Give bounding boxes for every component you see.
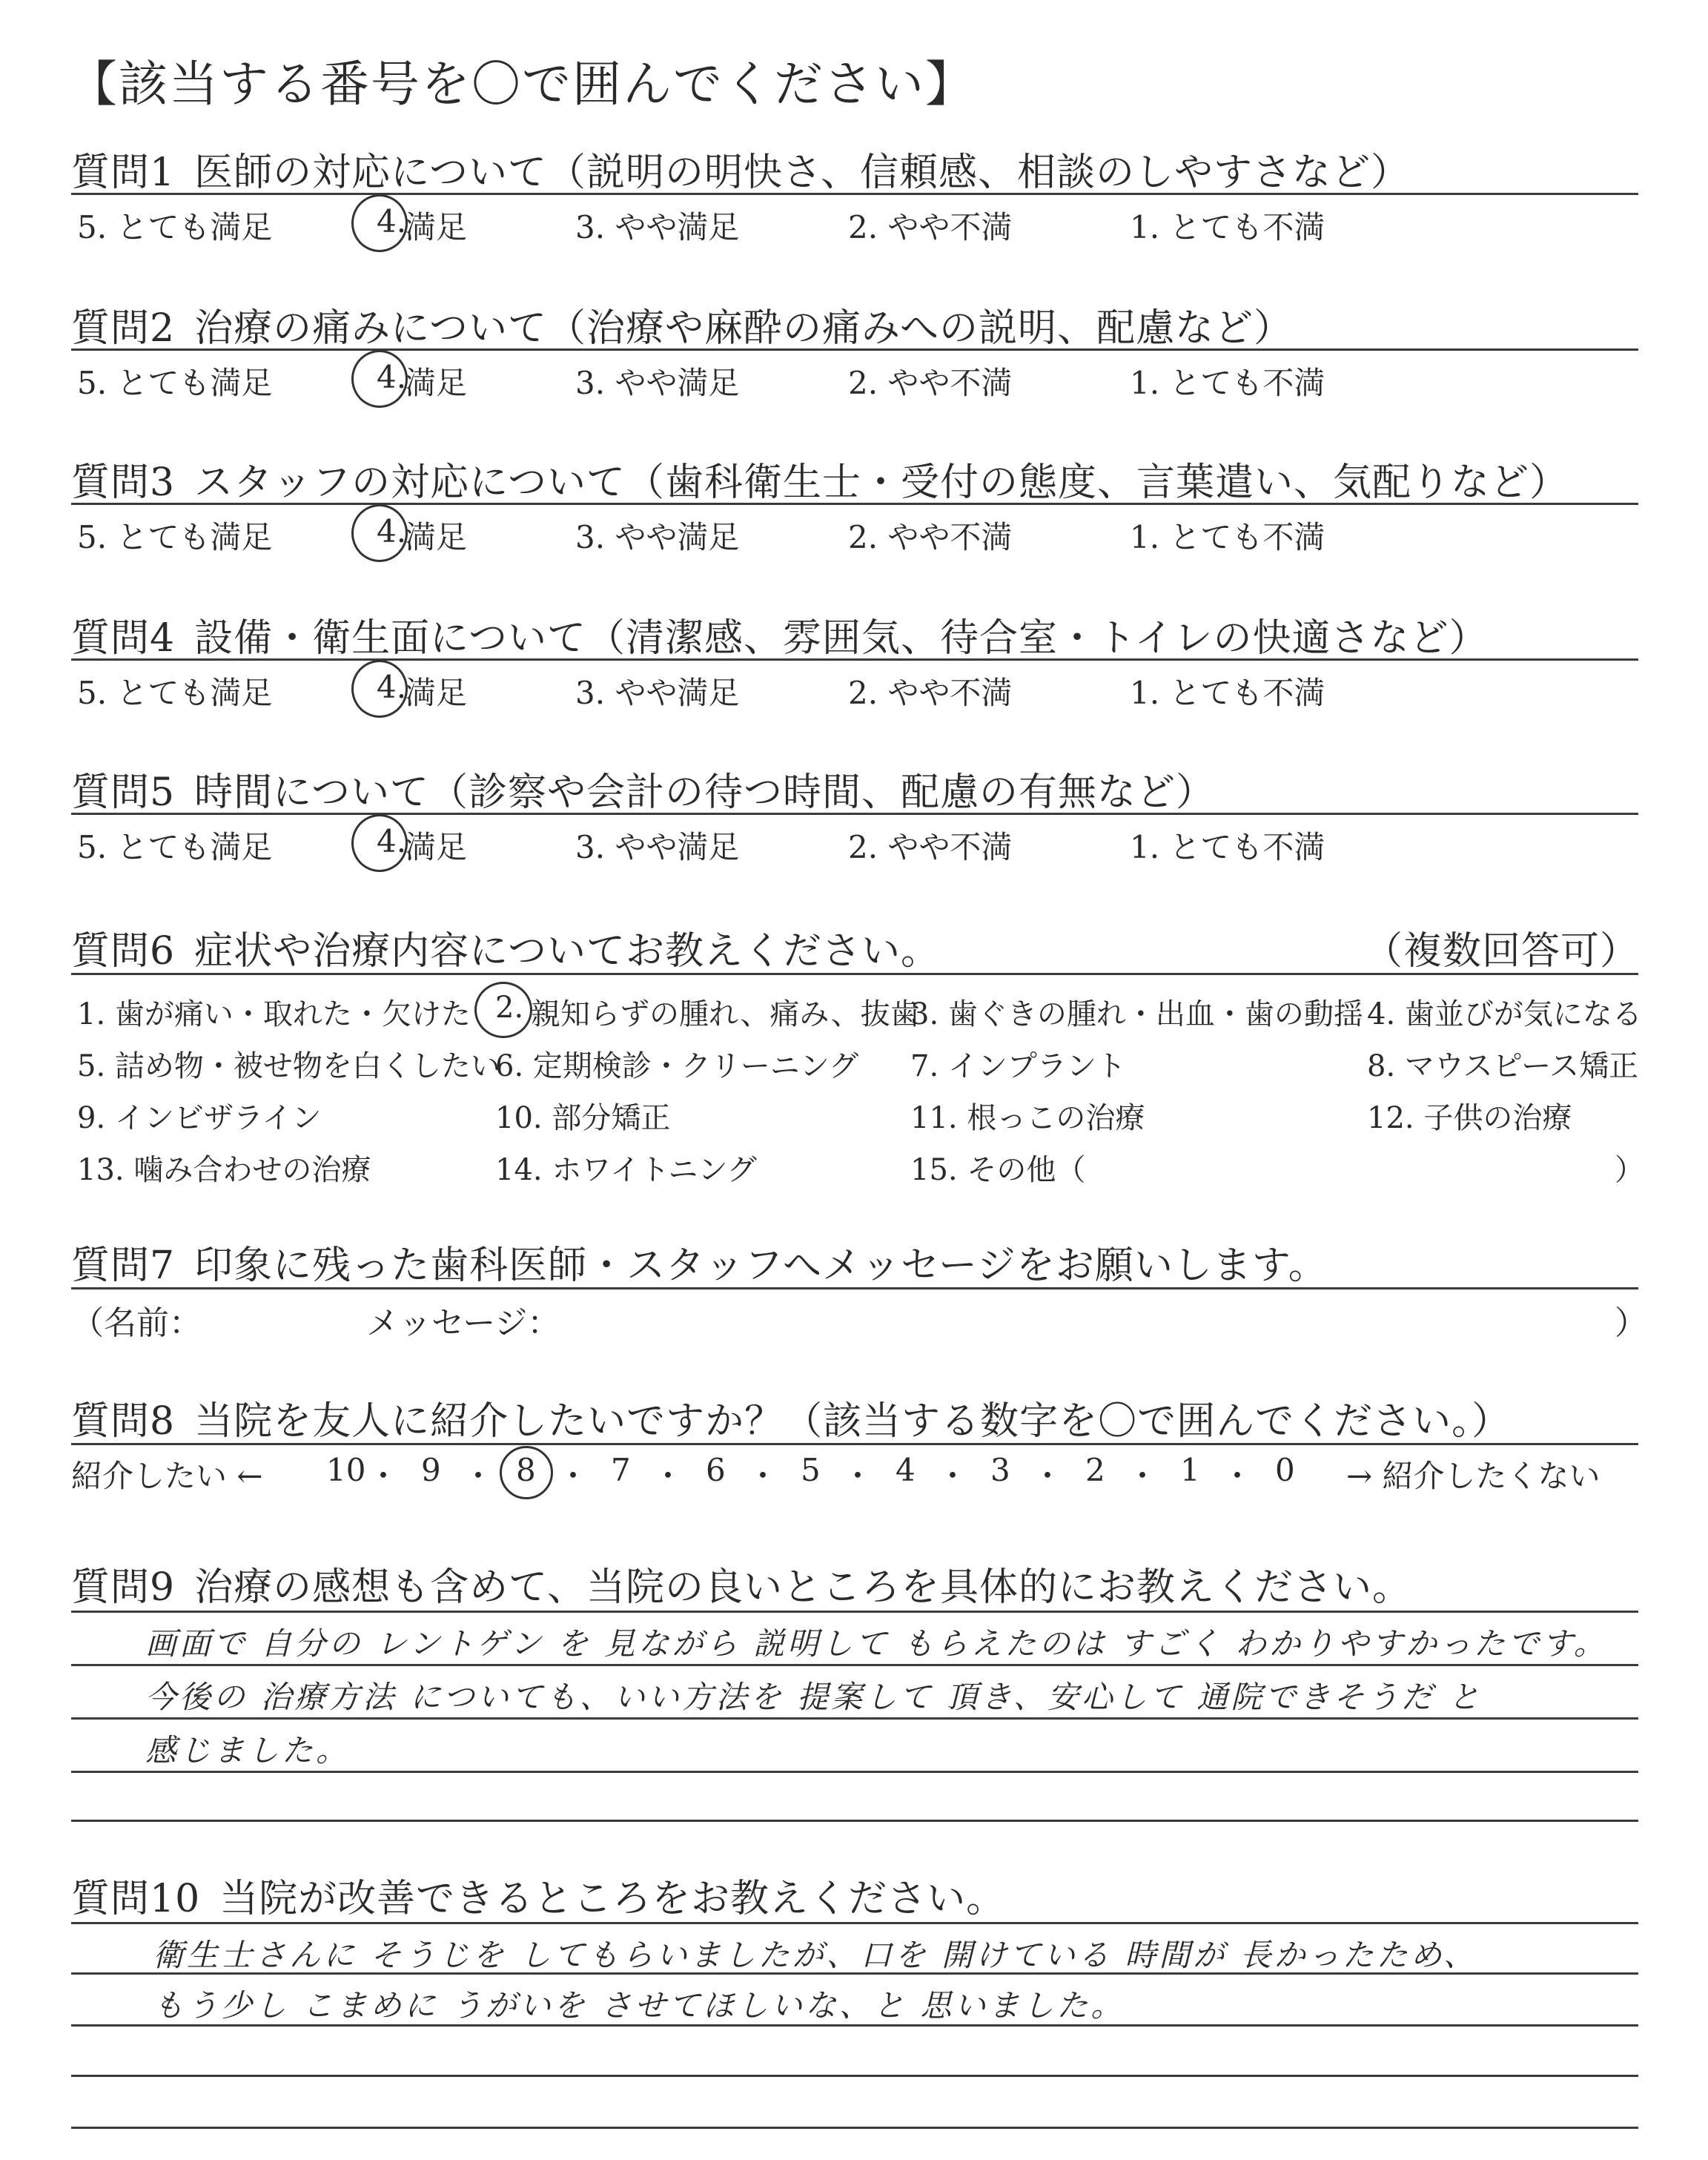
q1-heading bbox=[71, 141, 1410, 196]
selection-circle bbox=[500, 1446, 553, 1499]
q8-scale-separator: ・ bbox=[368, 1458, 400, 1494]
q9-rule-2 bbox=[71, 1664, 1638, 1666]
q8-right-label: → 紹介したくない bbox=[1346, 1458, 1601, 1494]
q3-option-very-satisfied[interactable]: 5. とても満足 bbox=[77, 519, 273, 555]
page-title: 【該当する番号を〇で囲んでください】 bbox=[68, 56, 976, 113]
q8-rule bbox=[71, 1443, 1638, 1445]
q5-option-satisfied-number[interactable]: 4. bbox=[377, 823, 407, 859]
q8-scale-value[interactable]: 8 bbox=[516, 1452, 536, 1488]
selection-circle bbox=[474, 982, 532, 1038]
q1-rule bbox=[71, 193, 1638, 195]
q10-heading bbox=[71, 1867, 1005, 1923]
q6-option-14[interactable]: 14. ホワイトニング bbox=[495, 1153, 757, 1187]
q7-number: 質問7 bbox=[71, 1244, 176, 1288]
q3-option-satisfied-number[interactable]: 4. bbox=[377, 513, 407, 549]
q7-close-paren: ） bbox=[1615, 1304, 1647, 1342]
q8-scale-separator: ・ bbox=[842, 1458, 874, 1494]
q2-option-somewhat-satisfied[interactable]: 3. やや満足 bbox=[575, 365, 740, 401]
q5-text: 時間について（診察や会計の待つ時間、配慮の有無など） bbox=[194, 770, 1216, 815]
q8-text: 当院を友人に紹介したいですか？（該当する数字を〇で囲んでください。） bbox=[194, 1399, 1512, 1444]
q8-heading bbox=[71, 1390, 1511, 1445]
q6-option-10[interactable]: 10. 部分矯正 bbox=[495, 1101, 671, 1135]
q8-scale-value[interactable]: 3 bbox=[990, 1452, 1010, 1488]
q6-option-15-close: ） bbox=[1615, 1153, 1644, 1187]
q2-rule bbox=[71, 349, 1638, 351]
q6-option-13[interactable]: 13. 噛み合わせの治療 bbox=[77, 1153, 371, 1187]
q6-number: 質問6 bbox=[71, 929, 176, 974]
q6-option-2-label: 親知らずの腫れ、痛み、抜歯 bbox=[531, 997, 920, 1031]
q3-option-very-dissatisfied[interactable]: 1. とても不満 bbox=[1130, 519, 1325, 555]
q10-number: 質問10 bbox=[71, 1877, 201, 1921]
q10-rule-5 bbox=[71, 2127, 1638, 2129]
q9-answer-line-1: 画面で 自分の レントゲン を 見ながら 説明して もらえたのは すごく わかりやすかったです。 bbox=[145, 1625, 1608, 1662]
q8-scale-value[interactable]: 7 bbox=[611, 1452, 631, 1488]
q5-option-somewhat-satisfied[interactable]: 3. やや満足 bbox=[575, 829, 740, 865]
q8-scale-separator: ・ bbox=[937, 1458, 969, 1494]
q9-rule-5 bbox=[71, 1820, 1638, 1822]
selection-circle bbox=[351, 504, 408, 562]
q4-heading bbox=[71, 607, 1488, 662]
q10-answer-line-1: 衛生士さんに そうじを してもらいましたが、口を 開けている 時間が 長かったため、 bbox=[153, 1937, 1478, 1973]
q8-scale-value[interactable]: 9 bbox=[421, 1452, 441, 1488]
q6-option-2-number[interactable]: 2. bbox=[495, 991, 524, 1025]
q6-option-8[interactable]: 8. マウスピース矯正 bbox=[1367, 1049, 1639, 1083]
q8-scale-value[interactable]: 6 bbox=[706, 1452, 726, 1488]
q2-heading bbox=[71, 297, 1293, 352]
q6-option-6[interactable]: 6. 定期検診・クリーニング bbox=[495, 1049, 859, 1083]
q3-option-somewhat-dissatisfied[interactable]: 2. やや不満 bbox=[848, 519, 1013, 555]
q7-rule bbox=[71, 1287, 1638, 1289]
selection-circle bbox=[351, 350, 408, 408]
q10-text: 当院が改善できるところをお教えください。 bbox=[219, 1877, 1006, 1921]
q2-option-satisfied-number[interactable]: 4. bbox=[377, 359, 407, 395]
q8-scale-value[interactable]: 10 bbox=[326, 1452, 366, 1488]
q8-scale-separator: ・ bbox=[652, 1458, 684, 1494]
q9-heading bbox=[71, 1556, 1411, 1611]
q6-option-7[interactable]: 7. インプラント bbox=[910, 1049, 1126, 1083]
q2-option-very-dissatisfied[interactable]: 1. とても不満 bbox=[1130, 365, 1325, 401]
q8-scale-separator: ・ bbox=[1032, 1458, 1064, 1494]
q1-option-satisfied-label: 満足 bbox=[405, 209, 468, 245]
q8-number: 質問8 bbox=[71, 1399, 176, 1444]
q2-number: 質問2 bbox=[71, 306, 176, 351]
q3-option-satisfied-label: 満足 bbox=[405, 519, 468, 555]
q10-rule-4 bbox=[71, 2075, 1638, 2077]
q7-name-label: （名前： bbox=[71, 1304, 202, 1342]
q8-scale-value[interactable]: 2 bbox=[1085, 1452, 1105, 1488]
q5-option-very-satisfied[interactable]: 5. とても満足 bbox=[77, 829, 273, 865]
q8-scale-value[interactable]: 4 bbox=[896, 1452, 916, 1488]
q3-heading bbox=[71, 451, 1569, 506]
q9-rule-4 bbox=[71, 1771, 1638, 1773]
q7-message-label: メッセージ： bbox=[366, 1304, 560, 1342]
q2-option-satisfied-label: 満足 bbox=[405, 365, 468, 401]
q8-scale-separator: ・ bbox=[1222, 1458, 1254, 1494]
q6-option-3[interactable]: 3. 歯ぐきの腫れ・出血・歯の動揺 bbox=[910, 997, 1363, 1031]
q6-option-11[interactable]: 11. 根っこの治療 bbox=[910, 1101, 1145, 1135]
q2-option-somewhat-dissatisfied[interactable]: 2. やや不満 bbox=[848, 365, 1013, 401]
q7-heading bbox=[71, 1234, 1328, 1289]
q6-option-5[interactable]: 5. 詰め物・被せ物を白くしたい bbox=[77, 1049, 500, 1083]
q8-scale-value[interactable]: 5 bbox=[801, 1452, 821, 1488]
q8-scale-separator: ・ bbox=[463, 1458, 494, 1494]
q9-answer-line-3: 感じました。 bbox=[145, 1732, 351, 1768]
q4-option-very-dissatisfied[interactable]: 1. とても不満 bbox=[1130, 675, 1325, 711]
q9-text: 治療の感想も含めて、当院の良いところを具体的にお教えください。 bbox=[194, 1565, 1412, 1610]
q4-option-satisfied-number[interactable]: 4. bbox=[377, 669, 407, 705]
q6-option-1[interactable]: 1. 歯が痛い・取れた・欠けた bbox=[77, 997, 471, 1031]
q5-heading bbox=[71, 761, 1215, 816]
q3-rule bbox=[71, 503, 1638, 505]
q7-text: 印象に残った歯科医師・スタッフへメッセージをお願いします。 bbox=[194, 1244, 1328, 1288]
q10-answer-line-2: もう少し こまめに うがいを させてほしいな、と 思いました。 bbox=[153, 1987, 1125, 2024]
q6-rule bbox=[71, 973, 1638, 975]
q3-number: 質問3 bbox=[71, 460, 176, 505]
q1-text: 医師の対応について（説明の明快さ、信頼感、相談のしやすさなど） bbox=[194, 151, 1410, 195]
q4-number: 質問4 bbox=[71, 616, 176, 661]
q5-option-very-dissatisfied[interactable]: 1. とても不満 bbox=[1130, 829, 1325, 865]
q4-option-somewhat-dissatisfied[interactable]: 2. やや不満 bbox=[848, 675, 1013, 711]
q6-text: 症状や治療内容についてお教えください。 bbox=[194, 929, 941, 974]
q6-heading bbox=[71, 919, 940, 975]
q1-option-somewhat-satisfied[interactable]: 3. やや満足 bbox=[575, 209, 740, 245]
selection-circle bbox=[351, 194, 408, 252]
q8-scale-value[interactable]: 0 bbox=[1275, 1452, 1295, 1488]
q5-option-somewhat-dissatisfied[interactable]: 2. やや不満 bbox=[848, 829, 1013, 865]
selection-circle bbox=[351, 660, 408, 718]
q4-text: 設備・衛生面について（清潔感、雰囲気、待合室・トイレの快適さなど） bbox=[194, 616, 1489, 661]
q6-note: （複数回答可） bbox=[1364, 929, 1640, 974]
q9-number: 質問9 bbox=[71, 1565, 176, 1610]
q10-rule-1 bbox=[71, 1922, 1638, 1924]
q5-rule bbox=[71, 813, 1638, 815]
q6-option-4[interactable]: 4. 歯並びが気になる bbox=[1367, 997, 1642, 1031]
q9-rule-3 bbox=[71, 1717, 1638, 1720]
q5-number: 質問5 bbox=[71, 770, 176, 815]
q8-scale-separator: ・ bbox=[557, 1458, 589, 1494]
q2-text: 治療の痛みについて（治療や麻酔の痛みへの説明、配慮など） bbox=[194, 306, 1294, 351]
q9-rule-1 bbox=[71, 1611, 1638, 1613]
q1-number: 質問1 bbox=[71, 151, 176, 195]
q1-option-somewhat-dissatisfied[interactable]: 2. やや不満 bbox=[848, 209, 1013, 245]
q5-option-satisfied-label: 満足 bbox=[405, 829, 468, 865]
q6-option-9[interactable]: 9. インビザライン bbox=[77, 1101, 322, 1135]
q6-option-15[interactable]: 15. その他（ bbox=[910, 1153, 1086, 1187]
q4-option-somewhat-satisfied[interactable]: 3. やや満足 bbox=[575, 675, 740, 711]
q3-text: スタッフの対応について（歯科衛生士・受付の態度、言葉遣い、気配りなど） bbox=[194, 460, 1569, 505]
q4-option-very-satisfied[interactable]: 5. とても満足 bbox=[77, 675, 273, 711]
q3-option-somewhat-satisfied[interactable]: 3. やや満足 bbox=[575, 519, 740, 555]
q2-option-very-satisfied[interactable]: 5. とても満足 bbox=[77, 365, 273, 401]
q8-scale-separator: ・ bbox=[747, 1458, 779, 1494]
q4-rule bbox=[71, 658, 1638, 661]
q1-option-very-satisfied[interactable]: 5. とても満足 bbox=[77, 209, 273, 245]
q9-answer-line-2: 今後の 治療方法 についても、いい方法を 提案して 頂き、安心して 通院できそうだ と bbox=[145, 1679, 1483, 1715]
q8-scale-value[interactable]: 1 bbox=[1180, 1452, 1200, 1488]
q6-option-12[interactable]: 12. 子供の治療 bbox=[1367, 1101, 1572, 1135]
q8-left-label: 紹介したい ← bbox=[71, 1458, 263, 1494]
q4-option-satisfied-label: 満足 bbox=[405, 675, 468, 711]
q8-scale-separator: ・ bbox=[1127, 1458, 1159, 1494]
q1-option-satisfied-number[interactable]: 4. bbox=[377, 203, 407, 240]
selection-circle bbox=[351, 814, 408, 872]
q1-option-very-dissatisfied[interactable]: 1. とても不満 bbox=[1130, 209, 1325, 245]
